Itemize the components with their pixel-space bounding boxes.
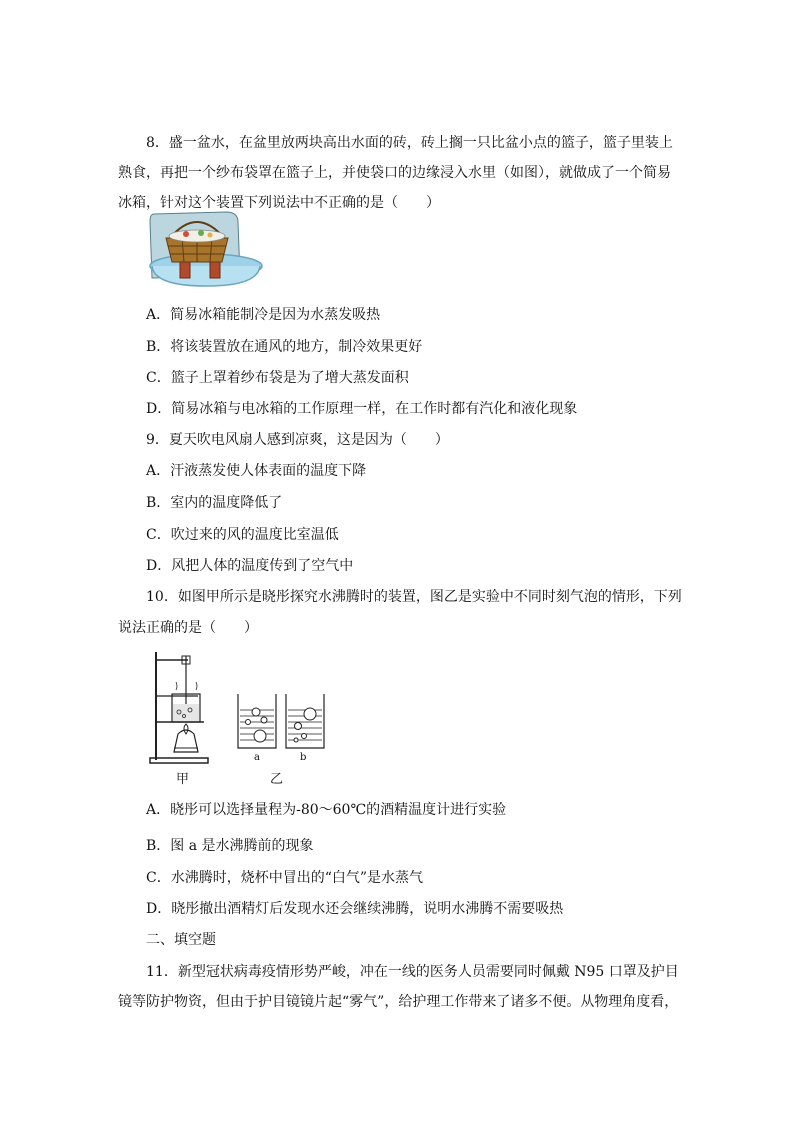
- fig-label-yi: 乙: [270, 772, 284, 787]
- fig-label-b: b: [300, 752, 307, 763]
- q9-stem: 9．夏天吹电风扇人感到凉爽，这是因为（ ）: [146, 432, 449, 448]
- q8-option-b: B．将该装置放在通风的地方，制冷效果更好: [146, 339, 423, 355]
- fig-label-jia: 甲: [176, 772, 190, 787]
- q10-option-b: B．图 a 是水沸腾前的现象: [146, 838, 314, 854]
- q9-option-c: C．吹过来的风的温度比室温低: [146, 527, 339, 543]
- q8-stem-line1: 8．盛一盆水，在盆里放两块高出水面的砖，砖上搁一只比盆小点的篮子，篮子里装上: [146, 135, 673, 151]
- boiling-apparatus-figure: [146, 648, 216, 768]
- q10-stem-line2: 说法正确的是（ ）: [118, 620, 258, 636]
- q8-option-a: A．简易冰箱能制冷是因为水蒸发吸热: [146, 307, 381, 323]
- q9-option-d: D．风把人体的温度传到了空气中: [146, 558, 354, 574]
- q8-option-d: D．简易冰箱与电冰箱的工作原理一样，在工作时都有汽化和液化现象: [146, 401, 578, 417]
- q11-stem-line1: 11．新型冠状病毒疫情形势严峻，冲在一线的医务人员需要同时佩戴 N95 口罩及护目: [146, 964, 679, 980]
- q8-option-c: C．篮子上罩着纱布袋是为了增大蒸发面积: [146, 370, 409, 386]
- q10-option-a: A．晓彤可以选择量程为-80～60℃的酒精温度计进行实验: [146, 802, 507, 818]
- section-title-fill-in: 二、填空题: [146, 932, 216, 948]
- q9-option-b: B．室内的温度降低了: [146, 495, 283, 511]
- q9-option-a: A．汗液蒸发使人体表面的温度下降: [146, 463, 367, 479]
- q10-option-c: C．水沸腾时，烧杯中冒出的“白气”是水蒸气: [146, 870, 424, 886]
- q8-stem-line2: 熟食，再把一个纱布袋罩在篮子上，并使袋口的边缘浸入水里（如图），就做成了一个简易: [118, 165, 671, 181]
- q10-option-d: D．晓彤撤出酒精灯后发现水还会继续沸腾，说明水沸腾不需要吸热: [146, 901, 564, 917]
- bubbles-figure: [234, 692, 330, 752]
- q10-stem-line1: 10．如图甲所示是晓彤探究水沸腾时的装置，图乙是实验中不同时刻气泡的情形，下列: [146, 589, 682, 605]
- q11-stem-line2: 镜等防护物资，但由于护目镜镜片起“雾气”，给护理工作带来了诸多不便。从物理角度看，: [118, 994, 679, 1010]
- simple-fridge-figure: [146, 208, 266, 290]
- q8-stem-line3: 冰箱，针对这个装置下列说法中不正确的是（ ）: [118, 195, 440, 211]
- fig-label-a: a: [254, 752, 260, 763]
